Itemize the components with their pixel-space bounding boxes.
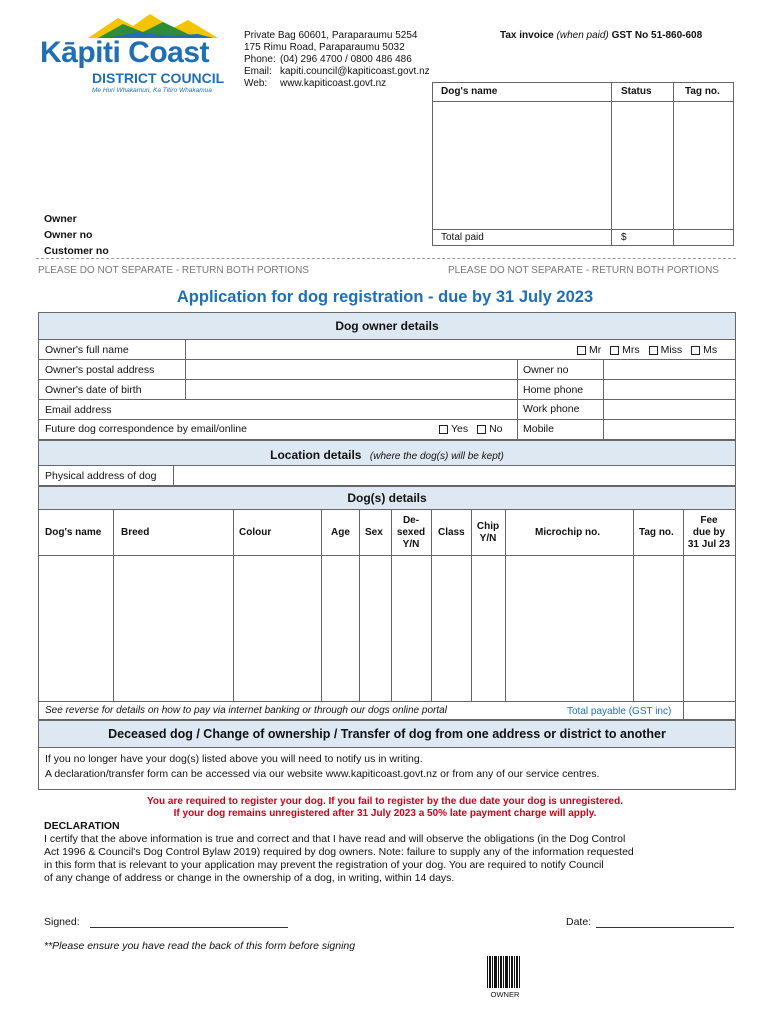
col-colour: Colour [239, 527, 272, 538]
yes-checkbox[interactable] [439, 425, 448, 434]
top-col-tag: Tag no. [685, 86, 720, 97]
location-heading-row [39, 446, 735, 464]
title-mrs-option[interactable]: Mrs [610, 344, 640, 356]
col-chip: Chip Y/N [476, 521, 500, 544]
deceased-line1: If you no longer have your dog(s) listed above you will need to notify us in writing. [45, 753, 423, 765]
top-dog-table [432, 82, 734, 246]
deceased-heading: Deceased dog / Change of ownership / Transfer of dog from one address or district to another [108, 727, 666, 741]
phone-value: (04) 296 4700 / 0800 486 486 [280, 54, 412, 65]
deceased-line2: A declaration/transfer form can be accessed via our website www.kapiticoast.govt.nz or from any of our service centres. [45, 768, 600, 780]
signed-label: Signed: [44, 916, 80, 928]
location-heading: Location details [270, 448, 362, 462]
owner-block [44, 211, 109, 259]
declaration-line3: in this form that is relevant to your application may prevent the registration of your dog. You are required to notify Council [44, 859, 604, 871]
col-tag: Tag no. [639, 527, 674, 538]
council-logo [40, 12, 230, 98]
declaration-line2: Act 1996 & Council's Dog Control Bylaw 2019) required by dog owners. Note: failure to supply any of the information requested [44, 846, 634, 858]
declaration-line1: I certify that the above information is true and correct and that I have read and will observe the obligations (in the Dog Control [44, 833, 626, 845]
email-address-label: Email address [45, 404, 112, 416]
date-line[interactable] [596, 927, 734, 928]
email-address-input[interactable] [189, 403, 509, 417]
address-line2: 175 Rimu Road, Paraparaumu 5032 [244, 42, 405, 53]
title-ms-option[interactable]: Ms [691, 344, 717, 356]
web-label: Web: [244, 78, 268, 89]
home-phone-label: Home phone [523, 384, 584, 396]
miss-checkbox[interactable] [649, 346, 658, 355]
work-phone-label: Work phone [523, 403, 580, 415]
address-line1: Private Bag 60601, Paraparaumu 5254 [244, 30, 418, 41]
warning-line2: If your dog remains unregistered after 31 July 2023 a 50% late payment charge will apply. [173, 808, 597, 819]
total-paid-dollar: $ [621, 232, 627, 243]
mr-checkbox[interactable] [577, 346, 586, 355]
physical-address-input[interactable] [179, 469, 729, 483]
declaration [44, 820, 744, 885]
date-label: Date: [566, 916, 592, 928]
dogs-heading: Dog(s) details [347, 491, 427, 505]
tax-invoice-italic: (when paid) [556, 30, 609, 41]
col-dog-name: Dog's name [45, 527, 102, 538]
col-sex: Sex [365, 527, 383, 538]
owner-no-field-label: Owner no [523, 364, 569, 376]
col-breed: Breed [121, 527, 150, 538]
correspondence-options [439, 423, 503, 435]
correspondence-no-option[interactable]: No [477, 423, 502, 435]
deceased-section [38, 720, 736, 790]
warning-text [0, 796, 770, 820]
top-col-dog-name: Dog's name [441, 86, 498, 97]
mrs-checkbox[interactable] [610, 346, 619, 355]
page-title: Application for dog registration - due by 31 July 2023 [176, 288, 594, 306]
declaration-heading: DECLARATION [44, 820, 120, 832]
correspondence-label: Future dog correspondence by email/online [45, 423, 247, 435]
dob-input[interactable] [189, 383, 509, 397]
col-fee: Fee due by 31 Jul 23 [687, 515, 731, 550]
signature-line[interactable] [90, 927, 288, 928]
title-mr-option[interactable]: Mr [577, 344, 601, 356]
col-desexed: De- sexed Y/N [396, 515, 426, 550]
full-name-label: Owner's full name [45, 344, 129, 356]
web-value[interactable]: www.kapiticoast.govt.nz [280, 78, 387, 89]
dob-label: Owner's date of birth [45, 384, 142, 396]
postal-address-input[interactable] [189, 363, 509, 377]
col-microchip: Microchip no. [535, 527, 600, 538]
payment-note: See reverse for details on how to pay via internet banking or through our dogs online portal [45, 705, 447, 716]
total-payable-label: Total payable (GST inc) [567, 706, 672, 717]
logo-tagline: Me Huri Whakamuri, Ka Titiro Whakamua [92, 87, 212, 94]
title-miss-option[interactable]: Miss [649, 344, 683, 356]
separator-left: PLEASE DO NOT SEPARATE - RETURN BOTH PORTIONS [38, 265, 309, 276]
location-section [38, 440, 736, 486]
email-label: Email: [244, 66, 272, 77]
title-options [577, 344, 717, 356]
phone-label: Phone: [244, 54, 276, 65]
owner-no-label: Owner no [44, 229, 93, 241]
mobile-label: Mobile [523, 423, 554, 435]
no-checkbox[interactable] [477, 425, 486, 434]
col-class: Class [438, 527, 465, 538]
top-col-status: Status [621, 86, 652, 97]
tax-invoice [500, 30, 702, 42]
declaration-line4: of any change of address or change in the ownership of a dog, in writing, within 14 days. [44, 872, 455, 884]
customer-no-label: Customer no [44, 245, 109, 257]
signing-note: **Please ensure you have read the back of this form before signing [44, 940, 356, 952]
logo-subtitle: DISTRICT COUNCIL [92, 70, 225, 86]
full-name-input[interactable] [189, 343, 569, 357]
physical-address-label: Physical address of dog [45, 470, 157, 482]
owner-label: Owner [44, 213, 77, 225]
correspondence-yes-option[interactable]: Yes [439, 423, 468, 435]
owner-details-heading: Dog owner details [335, 319, 439, 333]
warning-line1: You are required to register your dog. If you fail to register by the due date your dog is unregistered. [146, 796, 623, 807]
gst-number: GST No 51-860-608 [611, 30, 703, 41]
dogs-section [38, 486, 736, 720]
logo-title: Kāpiti Coast [40, 36, 210, 69]
tax-invoice-prefix: Tax invoice [500, 30, 554, 41]
postal-address-label: Owner's postal address [45, 364, 155, 376]
barcode-label: OWNER [490, 990, 520, 999]
location-note: (where the dog(s) will be kept) [369, 451, 504, 462]
barcode-icon [486, 956, 522, 988]
ms-checkbox[interactable] [691, 346, 700, 355]
owner-details-section [38, 312, 736, 440]
col-age: Age [331, 527, 350, 538]
separator-right: PLEASE DO NOT SEPARATE - RETURN BOTH PORTIONS [448, 265, 719, 276]
email-value[interactable]: kapiti.council@kapiticoast.govt.nz [280, 66, 430, 77]
total-paid-label: Total paid [441, 232, 484, 243]
council-address [244, 30, 464, 90]
separator-dashed-line [36, 258, 736, 259]
